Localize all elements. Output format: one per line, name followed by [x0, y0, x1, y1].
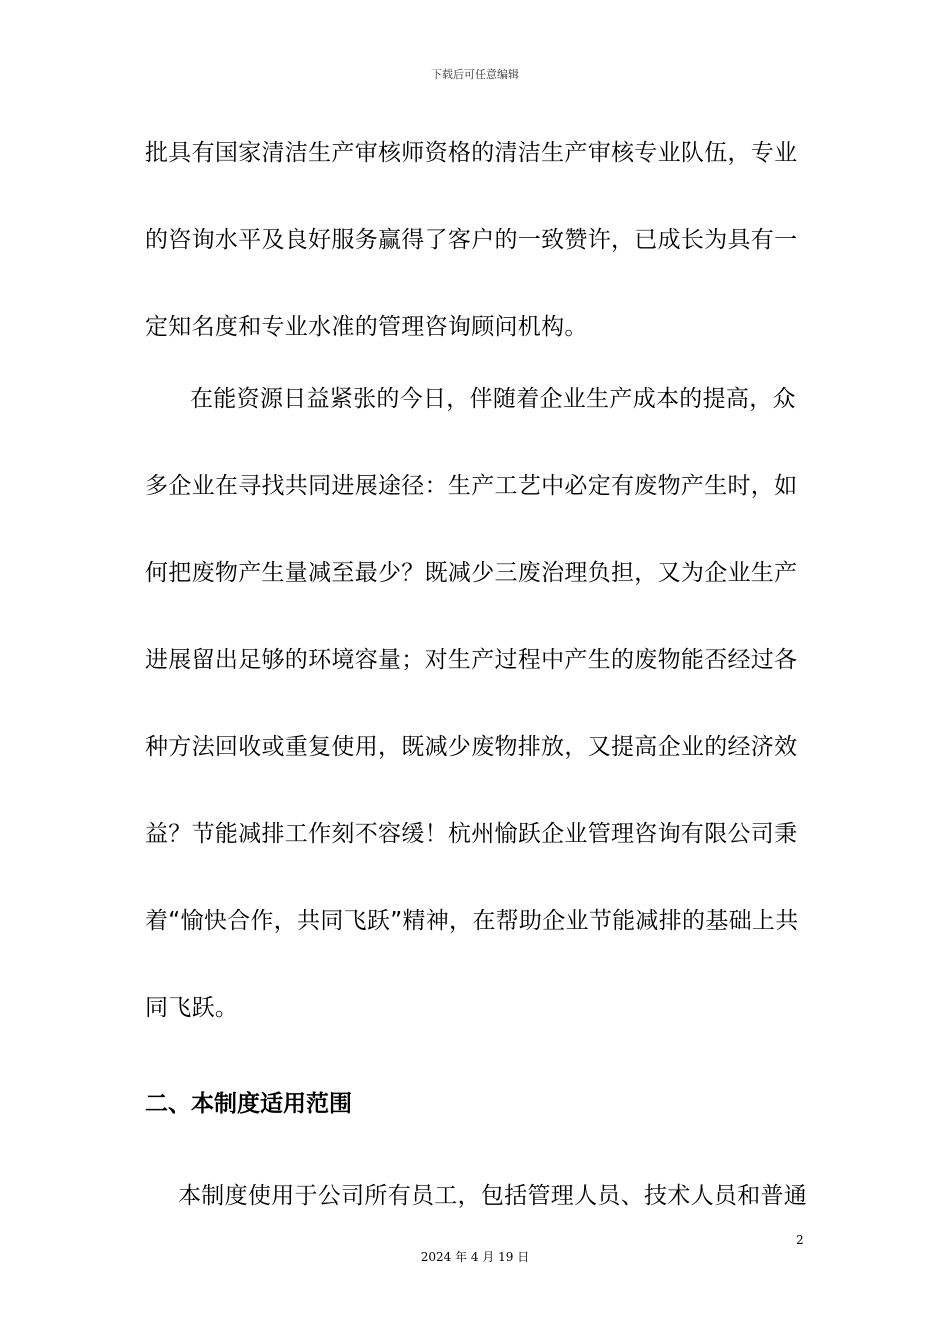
paragraph-line: 着“愉快合作，共同飞跃”精神，在帮助企业节能减排的基础上共 [145, 908, 799, 934]
paragraph-line: 何把废物产生量减至最少？既减少三废治理负担，又为企业生产 [145, 560, 798, 586]
paragraph-line: 益？节能减排工作刻不容缓！杭州愉跃企业管理咨询有限公司秉 [145, 821, 798, 847]
paragraph-line: 进展留出足够的环境容量；对生产过程中产生的废物能否经过各 [145, 647, 798, 673]
paragraph-line: 种方法回收或重复使用，既减少废物排放，又提高企业的经济效 [145, 734, 798, 760]
paragraph-line-indented: 在能资源日益紧张的今日，伴随着企业生产成本的提高，众 [190, 386, 796, 412]
paragraph-line: 多企业在寻找共同进展途径：生产工艺中必定有废物产生时，如 [145, 473, 798, 499]
footer-date: 2024 年 4 月 19 日 [420, 1250, 530, 1264]
paragraph-line: 同飞跃。 [145, 995, 239, 1021]
page-number: 2 [796, 1233, 804, 1247]
paragraph-line: 定知名度和专业水准的管理咨询顾问机构。 [145, 314, 588, 340]
section-heading: 二、本制度适用范围 [145, 1091, 352, 1117]
paragraph-line: 批具有国家清洁生产审核师资格的清洁生产审核专业队伍，专业 [145, 140, 798, 166]
paragraph-line-indented: 本制度使用于公司所有员工，包括管理人员、技术人员和普通 [178, 1183, 808, 1209]
header-note: 下载后可任意编辑 [431, 68, 519, 81]
paragraph-line: 的咨询水平及良好服务赢得了客户的一致赞许，已成长为具有一 [145, 227, 798, 253]
